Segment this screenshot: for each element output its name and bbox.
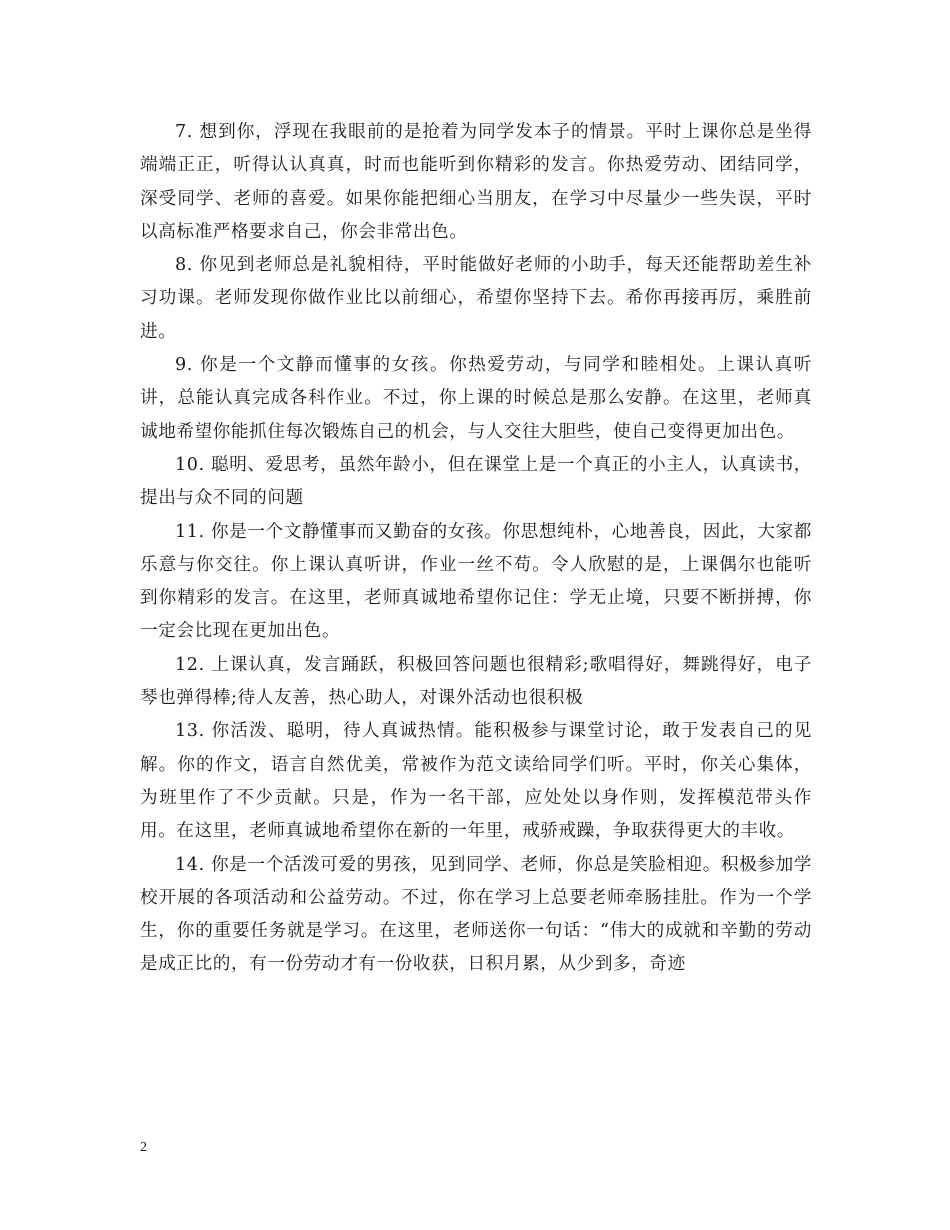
paragraph-7: 7. 想到你，浮现在我眼前的是抢着为同学发本子的情景。平时上课你总是坐得端端正正，听得认认真真，时而也能听到你精彩的发言。你热爱劳动、团结同学，深受同学、老师的喜爱。如果你能把细心当朋友，在学习中尽量少一些失误，平时以高标准严格要求自己，你会非常出色。 xyxy=(140,122,812,242)
paragraph-10: 10. 聪明、爱思考，虽然年龄小，但在课堂上是一个真正的小主人，认真读书，提出与众不同的问题 xyxy=(140,454,812,509)
paragraph-13: 13. 你活泼、聪明，待人真诚热情。能积极参与课堂讨论，敢于发表自己的见解。你的作文，语言自然优美，常被作为范文读给同学们听。平时，你关心集体，为班里作了不少贡献。只是，作为一名干部，应处处以身作则，发挥模范带头作用。在这里，老师真诚地希望你在新的一年里，戒骄戒躁，争取获得更大的丰收。 xyxy=(140,721,812,842)
paragraph-14: 14. 你是一个活泼可爱的男孩，见到同学、老师，你总是笑脸相迎。积极参加学校开展的各项活动和公益劳动。不过，你在学习上总要老师牵肠挂肚。作为一个学生，你的重要任务就是学习。在这里，老师送你一句话：“伟大的成就和辛勤的劳动是成正比的，有一份劳动才有一份收获，日积月累，从少到多，奇迹 xyxy=(140,854,812,975)
paragraph-12: 12. 上课认真，发言踊跃，积极回答问题也很精彩;歌唱得好，舞跳得好，电子琴也弹得棒;待人友善，热心助人，对课外活动也很积极 xyxy=(140,654,812,709)
paragraph-11: 11. 你是一个文静懂事而又勤奋的女孩。你思想纯朴，心地善良，因此，大家都乐意与你交往。你上课认真听讲，作业一丝不苟。令人欣慰的是，上课偶尔也能听到你精彩的发言。在这里，老师真诚地希望你记住：学无止境，只要不断拼搏，你一定会比现在更加出色。 xyxy=(140,521,812,642)
paragraph-9: 9. 你是一个文静而懂事的女孩。你热爱劳动，与同学和睦相处。上课认真听讲，总能认真完成各科作业。不过，你上课的时候总是那么安静。在这里，老师真诚地希望你能抓住每次锻炼自己的机会，与人交往大胆些，使自己变得更加出色。 xyxy=(140,355,812,442)
page-number: 2 xyxy=(140,1140,147,1155)
document-body xyxy=(140,116,812,982)
paragraph-8: 8. 你见到老师总是礼貌相待，平时能做好老师的小助手，每天还能帮助差生补习功课。老师发现你做作业比以前细心，希望你坚持下去。希你再接再厉，乘胜前进。 xyxy=(140,255,812,342)
